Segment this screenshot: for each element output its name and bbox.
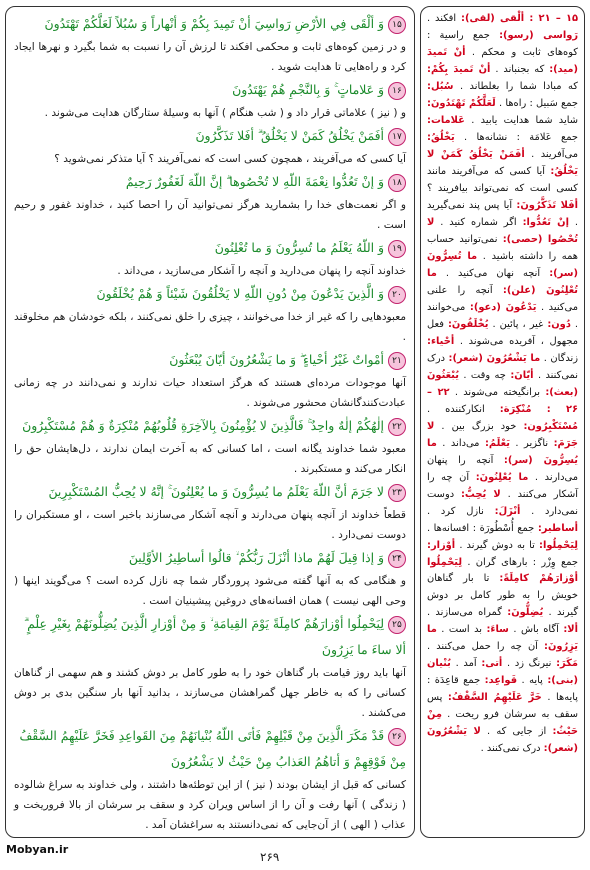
- page-number: ۲۶۹: [260, 850, 280, 864]
- verse-arabic: [14, 723, 406, 775]
- glossary-term: لا یُحِبُّ:: [460, 488, 501, 500]
- verse-arabic: [14, 235, 406, 261]
- glossary-term: ما یَزِرُونَ:: [427, 624, 578, 653]
- glossary-term: ما تُسِرُّونَ (سر):: [427, 250, 579, 279]
- verse-arabic: [14, 169, 406, 195]
- glossary-term: ما یُسِرُّونَ (سر):: [427, 437, 578, 466]
- glossary-definition: آگاه باش .: [513, 624, 559, 636]
- glossary-term: إنْ تَعُدُّوا:: [522, 216, 569, 228]
- verse-arabic-text: لِيَحْمِلُوا أوْزارَهُمْ كامِلَةً يَوْمَ القِيامَةِ ۙ وَ مِنْ أوْزارِ الَّذِينَ يُضِلُّونَهُمْ بِغَيْرِ عِلْمٍ ۗ ألا ساءَ ما يَزِرُونَ: [24, 616, 406, 657]
- glossary-definition: چه وقت .: [463, 369, 506, 381]
- glossary-definition: آن چه را آشکار می‌کنند .: [427, 471, 578, 500]
- glossary-term: ۱۵ – ۲۱ : ألْقى (لقی):: [461, 13, 579, 24]
- glossary-definition: بد است .: [441, 624, 482, 636]
- verse-number-badge: ۲۱: [388, 352, 406, 370]
- glossary-term: یَدْعُونَ (دعو):: [469, 301, 537, 313]
- glossary-term: رَواسی (رسو):: [499, 29, 579, 41]
- glossary-term: أفَلا تَذَكَّرُونَ:: [516, 199, 578, 211]
- glossary-term: عَلامات:: [427, 114, 465, 126]
- glossary-term: خَرَّ عَلَیْهِمُ السَّقْفُ:: [447, 692, 542, 704]
- glossary-definition: آنچه را علنی می‌کنید .: [427, 284, 578, 313]
- verse-arabic-text: وَ إذا قِيلَ لَهُمْ ماذا أنْزَلَ رَبُّكُمْ ۙ قالُوا أساطِيرُ الأوَّلِينَ: [128, 550, 384, 565]
- verse-translation: و ( نیز ) علاماتی قرار داد و ( شب هنگام ) آنها به وسیلهٔ ستارگان هدایت می‌شوند .: [44, 107, 406, 119]
- verse-number-badge: ۲۴: [388, 550, 406, 568]
- glossary-term: یُضِلُّونَ:: [507, 607, 544, 619]
- glossary-panel: [420, 6, 585, 838]
- verse-translation: آنها موجودات مرده‌ای هستند که هرگز استعداد حیات ندارند و نمی‌دانند در چه زمانی عبادت‌کنندگانشان محشور می‌شوند .: [14, 377, 406, 409]
- glossary-definition: که مبادا شما را بغلطاند .: [459, 80, 578, 92]
- verse-arabic: [14, 347, 406, 373]
- verse-number-badge: ۲۳: [388, 484, 406, 502]
- glossary-definition: تا به دوش گیرند .: [459, 539, 535, 551]
- glossary-text: [427, 11, 578, 758]
- glossary-definition: شاید شما هدایت یابید .: [471, 114, 578, 126]
- glossary-term: یُخْلَقُونَ:: [447, 318, 489, 330]
- glossary-term: أساطیر:: [537, 522, 578, 534]
- glossary-term: قَواعِد:: [484, 675, 518, 687]
- glossary-definition: جمع عَلامَة : نشانه‌ها .: [464, 131, 578, 143]
- glossary-definition: برانگیخته می‌شوند .: [454, 386, 541, 398]
- glossary-definition: پس سقف به سرشان فرو ریخت .: [427, 692, 578, 721]
- glossary-definition: درک نمی‌کنند .: [427, 352, 578, 381]
- glossary-definition: می‌داند .: [442, 437, 480, 449]
- verse-number-badge: ۲۶: [388, 728, 406, 746]
- glossary-definition: آن چه را حمل می‌کنند .: [427, 641, 538, 653]
- glossary-term: ساءَ:: [486, 624, 509, 636]
- verse-translation: و در زمین کوه‌های ثابت و محکمی افکند تا لرزش آن را نسبت به شما بگیرد و نهرها ایجاد کرد و راه‌هایی تا هدایت شوید .: [14, 41, 406, 73]
- verse-arabic-text: وَ ألْقَى فِي الأرْضِ رَواسِيَ أنْ تَمِيدَ بِكُمْ وَ أنْهاراً وَ سُبُلاً لَعَلَّكُمْ تَهْتَدُونَ: [44, 16, 384, 31]
- glossary-definition: آیا کسی که می‌آفریند مانند کسی است که نمی‌تواند بیافریند ؟: [427, 165, 578, 194]
- glossary-definition: نیرنگ زد .: [507, 658, 552, 670]
- glossary-definition: جمع أُسْطُورَة : افسانه‌ها .: [427, 522, 535, 534]
- glossary-definition: افکند .: [427, 13, 457, 24]
- verse-arabic: [14, 479, 406, 505]
- verse-arabic-text: إلٰهُكُمْ إلٰهٌ واحِدٌ ۚ فَالَّذِينَ لا يُؤْمِنُونَ بِالآخِرَةِ قُلُوبُهُمْ مُنْكِرَةٌ وَ هُمْ مُسْتَكْبِرُونَ: [22, 418, 384, 433]
- site-label[interactable]: Mobyan.ir: [6, 843, 69, 856]
- glossary-term: لِیَحْمِلُوا أوْزارَهُمْ كامِلَةً:: [427, 556, 578, 585]
- verse-arabic-text: وَ الَّذِينَ يَدْعُونَ مِنْ دُونِ اللّهِ لا يَخْلُقُونَ شَيْئاً وَ هُمْ يُخْلَقُونَ: [96, 286, 384, 301]
- glossary-definition: از جایی که .: [487, 726, 547, 738]
- verse-translation: قطعاً خداوند از آنچه پنهان می‌دارند و آنچه آشکار می‌سازند باخبر است ، او مستکبران را دوست نمی‌دارد .: [14, 509, 406, 541]
- glossary-term: یُبْعَثُونَ (بعث):: [427, 369, 578, 398]
- glossary-term: ما یُعْلِنُونَ:: [475, 471, 529, 483]
- verse-arabic: [14, 281, 406, 307]
- verse-number-badge: ۲۰: [388, 286, 406, 304]
- glossary-term: دُون:: [547, 318, 571, 330]
- glossary-term: ما تُعْلِنُونَ (علن):: [427, 267, 578, 296]
- verse-arabic-text: أفَمَنْ يَخْلُقُ كَمَنْ لا يَخْلُقُ ۗ أفَلا تَذَكَّرُونَ: [195, 128, 384, 143]
- glossary-term: ألا:: [563, 624, 578, 636]
- verse-arabic: [14, 77, 406, 103]
- verse-translation: آنها باید روز قیامت بار گناهان خود را به طور کامل بر دوش کشند و هم سهمی از گناهان کسانی را که به خاطر جهل گمراهشان می‌سازند ، بدانید آنها بار سنگین بدی بر دوش می‌کشند .: [14, 667, 406, 719]
- verse-translation: کسانی که قبل از ایشان بودند ( نیز ) از این توطئه‌ها داشتند ، ولی خداوند به سراغ شالوده ( زندگی ) آنها رفت و آن را از اساس ویران کرد و سقف بر سرشان از بالا فروریخت و عذاب ( الهی ) از آن‌جایی که نمی‌دانستند به سراغشان آمد .: [14, 779, 406, 831]
- glossary-definition: آنچه را پنهان می‌دارند .: [427, 454, 578, 483]
- verse-arabic: [14, 413, 406, 439]
- glossary-term: ۲۲ – ۲۶ : مُنْكِرَة:: [427, 386, 579, 415]
- glossary-term: أنْ تَمیدَ بِكُمْ:: [427, 63, 491, 75]
- verse-translation: خداوند آنچه را پنهان می‌دارید و آنچه را آشکار می‌سازید ، می‌داند .: [117, 265, 406, 277]
- glossary-definition: آمد .: [455, 658, 477, 670]
- glossary-definition: آیا پس پند نمی‌گیرید .: [427, 199, 579, 228]
- verse-translation: آیا کسی که می‌آفریند ، همچون کسی است که نمی‌آفریند ؟ آیا متذکر نمی‌شوید ؟: [54, 153, 406, 165]
- glossary-definition: جمع قاعِدَة : پایه‌ها .: [427, 675, 578, 704]
- glossary-term: لا یَشْعُرُونَ (شعر):: [427, 726, 578, 755]
- glossary-term: بُنْیان (بنی):: [427, 658, 578, 687]
- verse-number-badge: ۱۶: [388, 82, 406, 100]
- glossary-definition: که بجنباند .: [495, 63, 545, 75]
- verse-arabic: [14, 611, 406, 663]
- verse-number-badge: ۲۲: [388, 418, 406, 436]
- verse-translation: معبودهایی را که غیر از خدا می‌خوانند ، چیزی را خلق نمی‌کنند ، بلکه خودشان هم مخلوقند .: [14, 311, 406, 343]
- glossary-term: لِیَحْمِلُوا:: [539, 539, 579, 551]
- glossary-term: مِنْ حَیْثُ:: [427, 709, 578, 738]
- verse-arabic: [14, 11, 406, 37]
- glossary-definition: پایه .: [521, 675, 543, 687]
- glossary-definition: نازل کرد .: [427, 505, 484, 517]
- glossary-term: لا جَرَمَ:: [427, 420, 578, 449]
- glossary-term: ما یَشْعُرُونَ (شعر):: [448, 352, 541, 364]
- glossary-definition: جمع راسیة : کوه‌های ثابت و محکم .: [427, 29, 579, 58]
- verse-arabic: [14, 545, 406, 571]
- glossary-term: لا تُحْصُوا (حصی):: [427, 216, 578, 245]
- glossary-term: سُبُل:: [427, 80, 454, 92]
- verse-arabic-text: لا جَرَمَ أنَّ اللّهَ يَعْلَمُ ما يُسِرُّونَ وَ ما يُعْلِنُونَ ۚ إنَّهُ لا يُحِبُّ المُسْتَكْبِرِينَ: [48, 484, 384, 499]
- glossary-definition: گمراه می‌سازند .: [427, 607, 502, 619]
- glossary-definition: فعل مجهول ، آفریده می‌شوند .: [427, 318, 578, 347]
- glossary-definition: اگر شماره کنید .: [440, 216, 517, 228]
- verse-translation: معبود شما خداوند یگانه است ، اما کسانی که به آخرت ایمان ندارند ، دل‌هایشان حق را انکار می‌کند و مستکبرند .: [14, 443, 406, 475]
- glossary-definition: می‌خوانند .: [427, 301, 579, 330]
- glossary-definition: نمی‌توانید حساب همه را داشته باشید .: [427, 233, 578, 262]
- verse-arabic-text: وَ عَلاماتٍ ۚ وَ بِالنَّجْمِ هُمْ يَهْتَدُونَ: [232, 82, 384, 97]
- glossary-definition: انکارکننده .: [427, 403, 485, 415]
- glossary-term: أتى:: [481, 658, 503, 670]
- glossary-term: أحْیاء:: [427, 335, 455, 347]
- verse-arabic-text: وَ اللّهُ يَعْلَمُ ما تُسِرُّونَ وَ ما تُعْلِنُونَ: [214, 240, 384, 255]
- glossary-definition: جمع سَبیل : راه‌ها .: [498, 97, 578, 109]
- glossary-definition: زندگان .: [543, 352, 579, 364]
- verse-number-badge: ۱۹: [388, 240, 406, 258]
- verse-number-badge: ۱۷: [388, 128, 406, 146]
- verse-number-badge: ۱۸: [388, 174, 406, 192]
- glossary-term: مُسْتَكْبِرُون:: [523, 420, 578, 432]
- verses-panel: [5, 6, 415, 838]
- glossary-term: أفَمَنْ یَخْلُقُ كَمَنْ لا یَخْلُقُ:: [427, 148, 578, 177]
- glossary-definition: درک نمی‌کنند .: [480, 743, 541, 755]
- glossary-term: أنْزَلَ:: [494, 505, 521, 517]
- verse-number-badge: ۲۵: [388, 616, 406, 634]
- verse-translation: و اگر نعمت‌های خدا را بشمارید هرگز نمی‌توانید آن را احصا کنید ، خداوند غفور و رحیم است .: [14, 199, 406, 231]
- glossary-definition: تا بار گناهان خویش را به طور کامل بر دوش گیرند .: [427, 573, 579, 619]
- verse-arabic-text: قَدْ مَكَرَ الَّذِينَ مِنْ قَبْلِهِمْ فَأتَى اللّهُ بُنْيانَهُمْ مِنَ القَواعِدِ فَخَرَّ عَلَيْهِمُ السَّقْفُ مِنْ فَوْقِهِمْ وَ أتاهُمُ العَذابُ مِنْ حَيْثُ لا يَشْعُرُونَ: [19, 728, 406, 769]
- glossary-term: مَكَرَ:: [556, 658, 579, 670]
- verse-arabic-text: أمْواتٌ غَيْرُ أحْياءٍ ۖ وَ ما يَشْعُرُونَ أيّانَ يُبْعَثُونَ: [169, 352, 384, 367]
- glossary-definition: آنچه نهان می‌کنید .: [445, 267, 541, 279]
- glossary-definition: ناگزیر .: [515, 437, 549, 449]
- verse-arabic: [14, 123, 406, 149]
- glossary-term: یَخْلُقُ:: [427, 131, 455, 143]
- verse-number-badge: ۱۵: [388, 16, 406, 34]
- glossary-definition: می‌آفریند .: [531, 148, 578, 160]
- glossary-term: أوْزار:: [427, 539, 456, 551]
- glossary-term: أیّانَ:: [510, 369, 534, 381]
- glossary-definition: غیر ، پائین .: [492, 318, 544, 330]
- verse-arabic-text: وَ إنْ تَعُدُّوا نِعْمَةَ اللّهِ لا تُحْصُوها ۗ إنَّ اللّهَ لَغَفُورٌ رَحِيمٌ: [125, 174, 384, 189]
- glossary-term: أنْ تَمیدَ (مید):: [427, 46, 578, 75]
- glossary-definition: خود بزرگ بین .: [441, 420, 517, 432]
- glossary-definition: جمع وِزْر : بارهای گران .: [467, 556, 578, 568]
- glossary-term: یَعْلَمُ:: [484, 437, 510, 449]
- glossary-term: لَعَلَّكُمْ تَهْتَدُونَ:: [427, 97, 496, 109]
- glossary-definition: دوست نمی‌دارد .: [427, 488, 579, 517]
- verse-translation: و هنگامی که به آنها گفته می‌شود پروردگار شما چه نازل کرده است ؟ می‌گویند اینها ( وحی الهی نیست ) همان افسانه‌های دروغین پیشینیان است .: [14, 575, 406, 607]
